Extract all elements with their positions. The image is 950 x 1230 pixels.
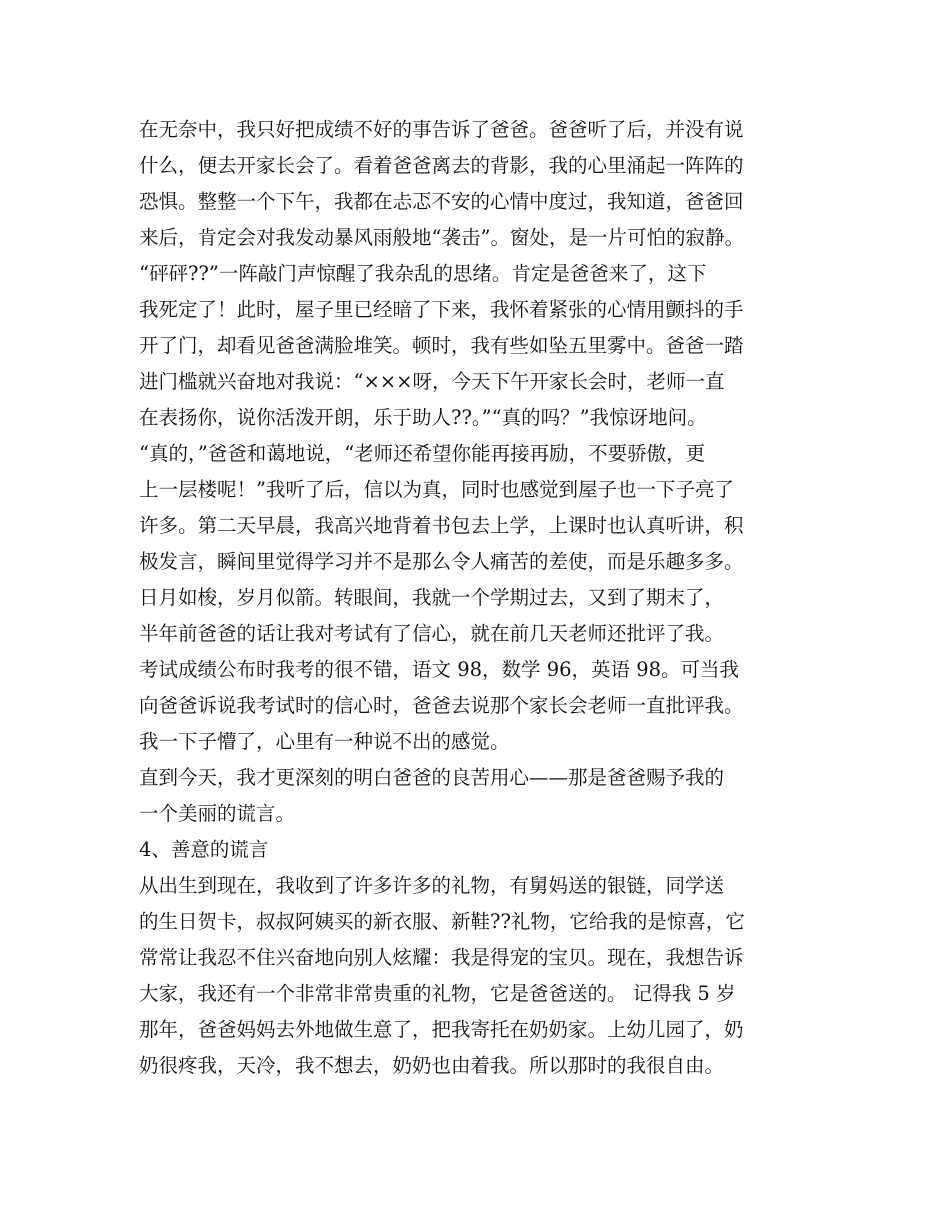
text-line: 直到今天，我才更深刻的明白爸爸的良苦用心——那是爸爸赐予我的 [139, 766, 725, 789]
text-line: 上一层楼呢！”我听了后，信以为真，同时也感觉到屋子也一下子亮了 [139, 478, 734, 501]
text-line: 极发言，瞬间里觉得学习并不是那么令人痛苦的差使，而是乐趣多多。 [139, 550, 744, 573]
text-line: 进门槛就兴奋地对我说：“×××呀，今天下午开家长会时，老师一直 [139, 370, 725, 393]
text-line: “砰砰??”一阵敲门声惊醒了我杂乱的思绪。肯定是爸爸来了，这下 [139, 262, 707, 285]
text-line: 在表扬你，说你活泼开朗，乐于助人??。”“真的吗？”我惊讶地问。 [139, 406, 707, 429]
text-line: 奶很疼我，天冷，我不想去，奶奶也由着我。所以那时的我很自由。 [139, 1054, 725, 1077]
text-line: 半年前爸爸的话让我对考试有了信心，就在前几天老师还批评了我。 [139, 622, 725, 645]
body-text [139, 112, 839, 1084]
text-line: 向爸爸诉说我考试时的信心时，爸爸去说那个家长会老师一直批评我。 [139, 694, 744, 717]
text-line: 大家，我还有一个非常非常贵重的礼物，它是爸爸送的。 记得我 5 岁 [139, 982, 736, 1005]
text-line: 恐惧。整整一个下午，我都在忐忑不安的心情中度过，我知道，爸爸回 [139, 190, 744, 213]
text-line: 常常让我忍不住兴奋地向别人炫耀：我是得宠的宝贝。现在，我想告诉 [139, 946, 744, 969]
text-line: 日月如梭，岁月似箭。转眼间，我就一个学期过去，又到了期末了， [139, 586, 725, 609]
text-line: 来后，肯定会对我发动暴风雨般地“袭击”。窗处，是一片可怕的寂静。 [139, 226, 744, 249]
text-line: 一个美丽的谎言。 [139, 802, 296, 825]
text-line: 什么，便去开家长会了。看着爸爸离去的背影，我的心里涌起一阵阵的 [139, 154, 744, 177]
section-heading: 4、善意的谎言 [139, 838, 269, 861]
text-line: 从出生到现在，我收到了许多许多的礼物，有舅妈送的银链，同学送 [139, 874, 725, 897]
text-line: 的生日贺卡，叔叔阿姨买的新衣服、新鞋??礼物，它给我的是惊喜，它 [139, 910, 745, 933]
text-line: 我死定了！此时，屋子里已经暗了下来，我怀着紧张的心情用颤抖的手 [139, 298, 744, 321]
text-line: 许多。第二天早晨，我高兴地背着书包去上学，上课时也认真听讲，积 [139, 514, 744, 537]
text-line: 那年，爸爸妈妈去外地做生意了，把我寄托在奶奶家。上幼儿园了，奶 [139, 1018, 744, 1041]
text-line: “真的，”爸爸和蔼地说，“老师还希望你能再接再励，不要骄傲，更 [139, 442, 706, 465]
text-line: 我一下子懵了，心里有一种说不出的感觉。 [139, 730, 510, 753]
text-line: 考试成绩公布时我考的很不错，语文 98，数学 96，英语 98。可当我 [139, 658, 740, 681]
text-line: 开了门，却看见爸爸满脸堆笑。顿时，我有些如坠五里雾中。爸爸一踏 [139, 334, 744, 357]
text-line: 在无奈中，我只好把成绩不好的事告诉了爸爸。爸爸听了后，并没有说 [139, 118, 744, 141]
